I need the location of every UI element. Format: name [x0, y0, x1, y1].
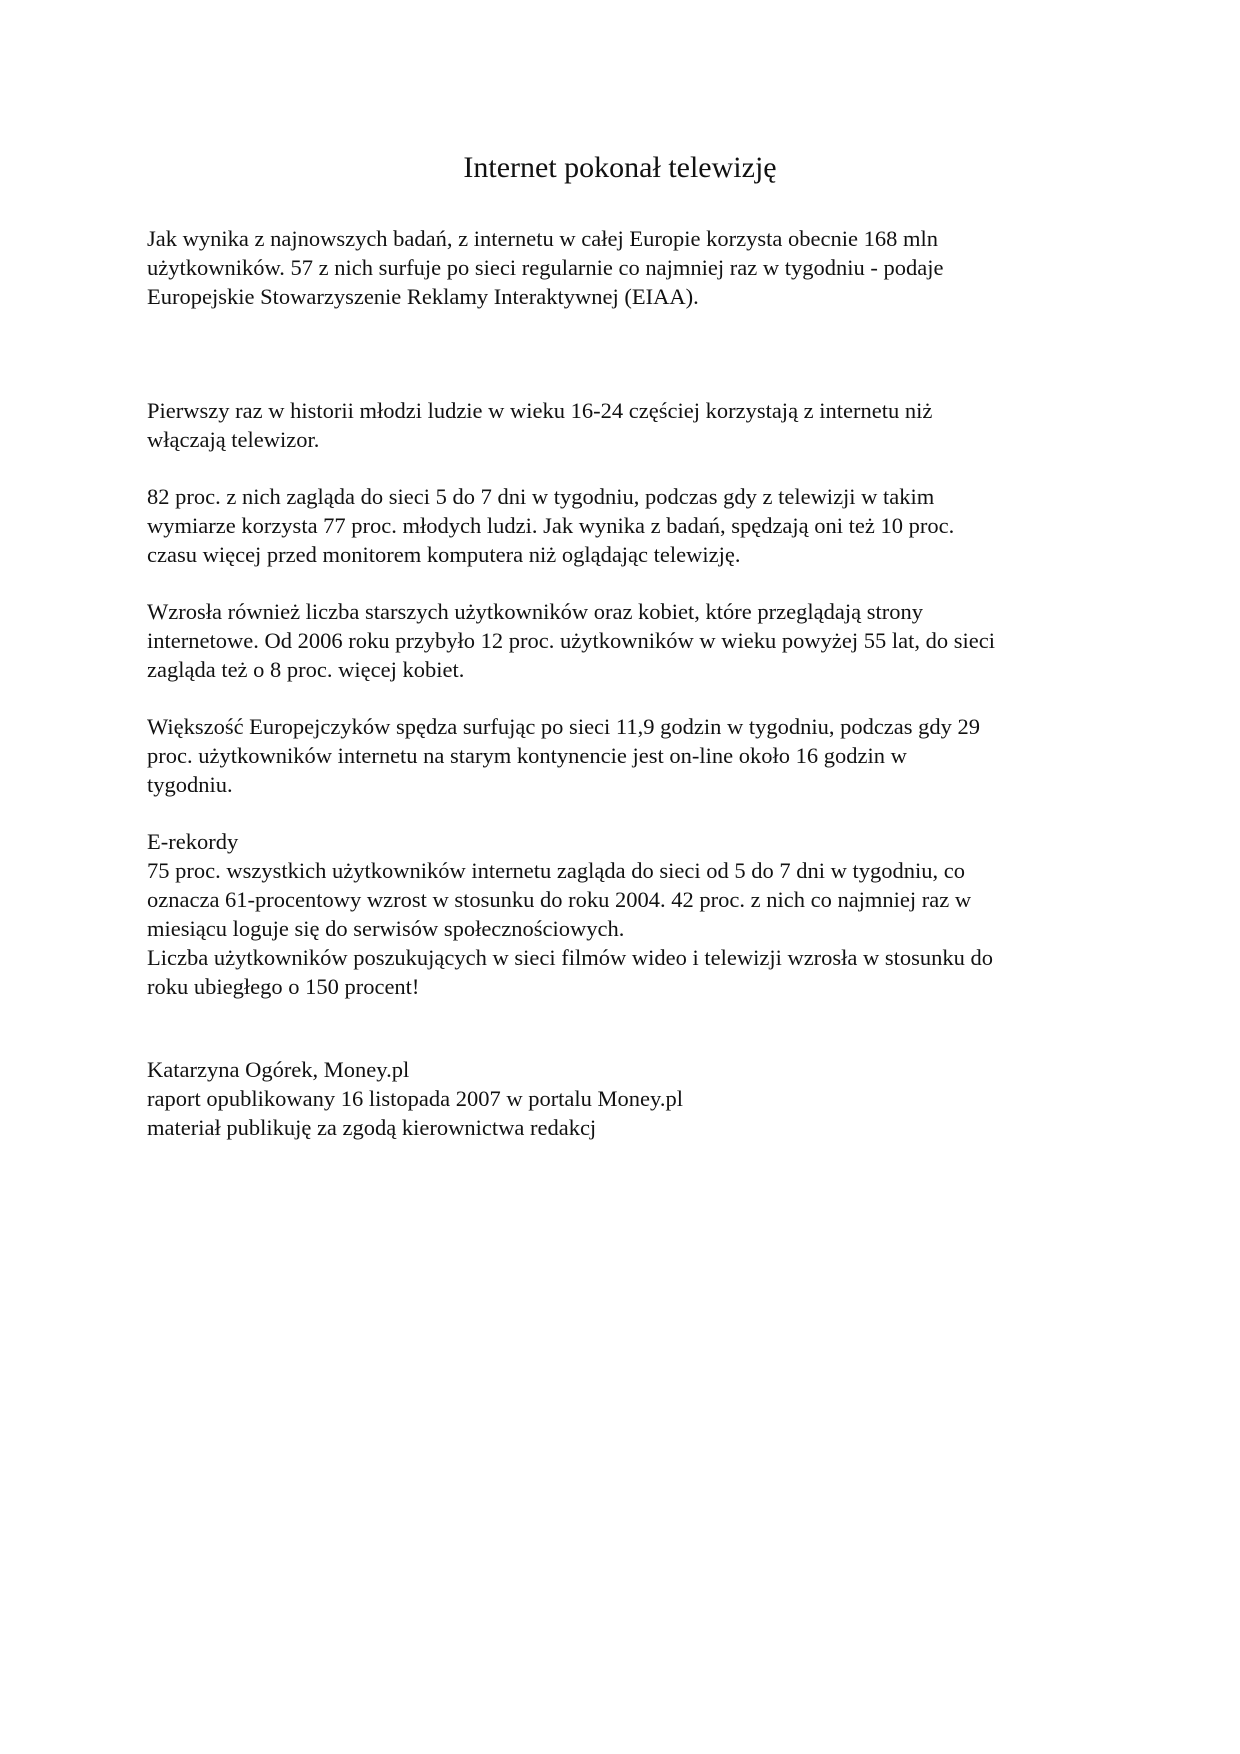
paragraph-older-users [147, 597, 995, 684]
text-line: internetowe. Od 2006 roku przybyło 12 proc. użytkowników w wieku powyżej 55 lat, do sieci [147, 628, 995, 653]
text-line: 82 proc. z nich zagląda do sieci 5 do 7 dni w tygodniu, podczas gdy z telewizji w takim [147, 484, 935, 509]
paragraph-e-records [147, 827, 993, 1001]
text-line: oznacza 61-procentowy wzrost w stosunku do roku 2004. 42 proc. z nich co najmniej raz w [147, 887, 972, 912]
text-line: czasu więcej przed monitorem komputera niż oglądając telewizję. [147, 542, 741, 567]
text-line: Jak wynika z najnowszych badań, z internetu w całej Europie korzysta obecnie 168 mln [147, 226, 938, 251]
text-line: roku ubiegłego o 150 procent! [147, 974, 420, 999]
paragraph-hours [147, 712, 980, 799]
paragraph-intro [147, 224, 943, 311]
text-line: proc. użytkowników internetu na starym kontynencie jest on-line około 16 godzin w [147, 743, 907, 768]
text-line: użytkowników. 57 z nich surfuje po sieci regularnie co najmniej raz w tygodniu - podaje [147, 255, 944, 280]
text-line: włączają telewizor. [147, 427, 320, 452]
text-line: zagląda też o 8 proc. więcej kobiet. [147, 657, 465, 682]
paragraph-young-people [147, 396, 932, 454]
signature-block [147, 1055, 683, 1142]
text-line: miesiącu loguje się do serwisów społecznościowych. [147, 916, 625, 941]
text-line: wymiarze korzysta 77 proc. młodych ludzi. Jak wynika z badań, spędzają oni też 10 proc. [147, 513, 955, 538]
text-line: 75 proc. wszystkich użytkowników internetu zagląda do sieci od 5 do 7 dni w tygodniu, co [147, 858, 965, 883]
text-line: Pierwszy raz w historii młodzi ludzie w wieku 16-24 częściej korzystają z internetu niż [147, 398, 933, 423]
text-line: tygodniu. [147, 772, 233, 797]
text-line: Większość Europejczyków spędza surfując po sieci 11,9 godzin w tygodniu, podczas gdy 29 [147, 714, 981, 739]
permission-line: materiał publikuję za zgodą kierownictwa redakcj [147, 1115, 597, 1140]
author-line: Katarzyna Ogórek, Money.pl [147, 1057, 410, 1082]
document-title: Internet pokonał telewizję [463, 151, 777, 184]
paragraph-statistics [147, 482, 954, 569]
text-line: Wzrosła również liczba starszych użytkowników oraz kobiet, które przeglądają strony [147, 599, 923, 624]
text-line: Europejskie Stowarzyszenie Reklamy Interaktywnej (EIAA). [147, 284, 699, 309]
text-line: Liczba użytkowników poszukujących w sieci filmów wideo i telewizji wzrosła w stosunku do [147, 945, 994, 970]
section-heading: E-rekordy [147, 829, 239, 854]
source-line: raport opublikowany 16 listopada 2007 w portalu Money.pl [147, 1086, 683, 1111]
